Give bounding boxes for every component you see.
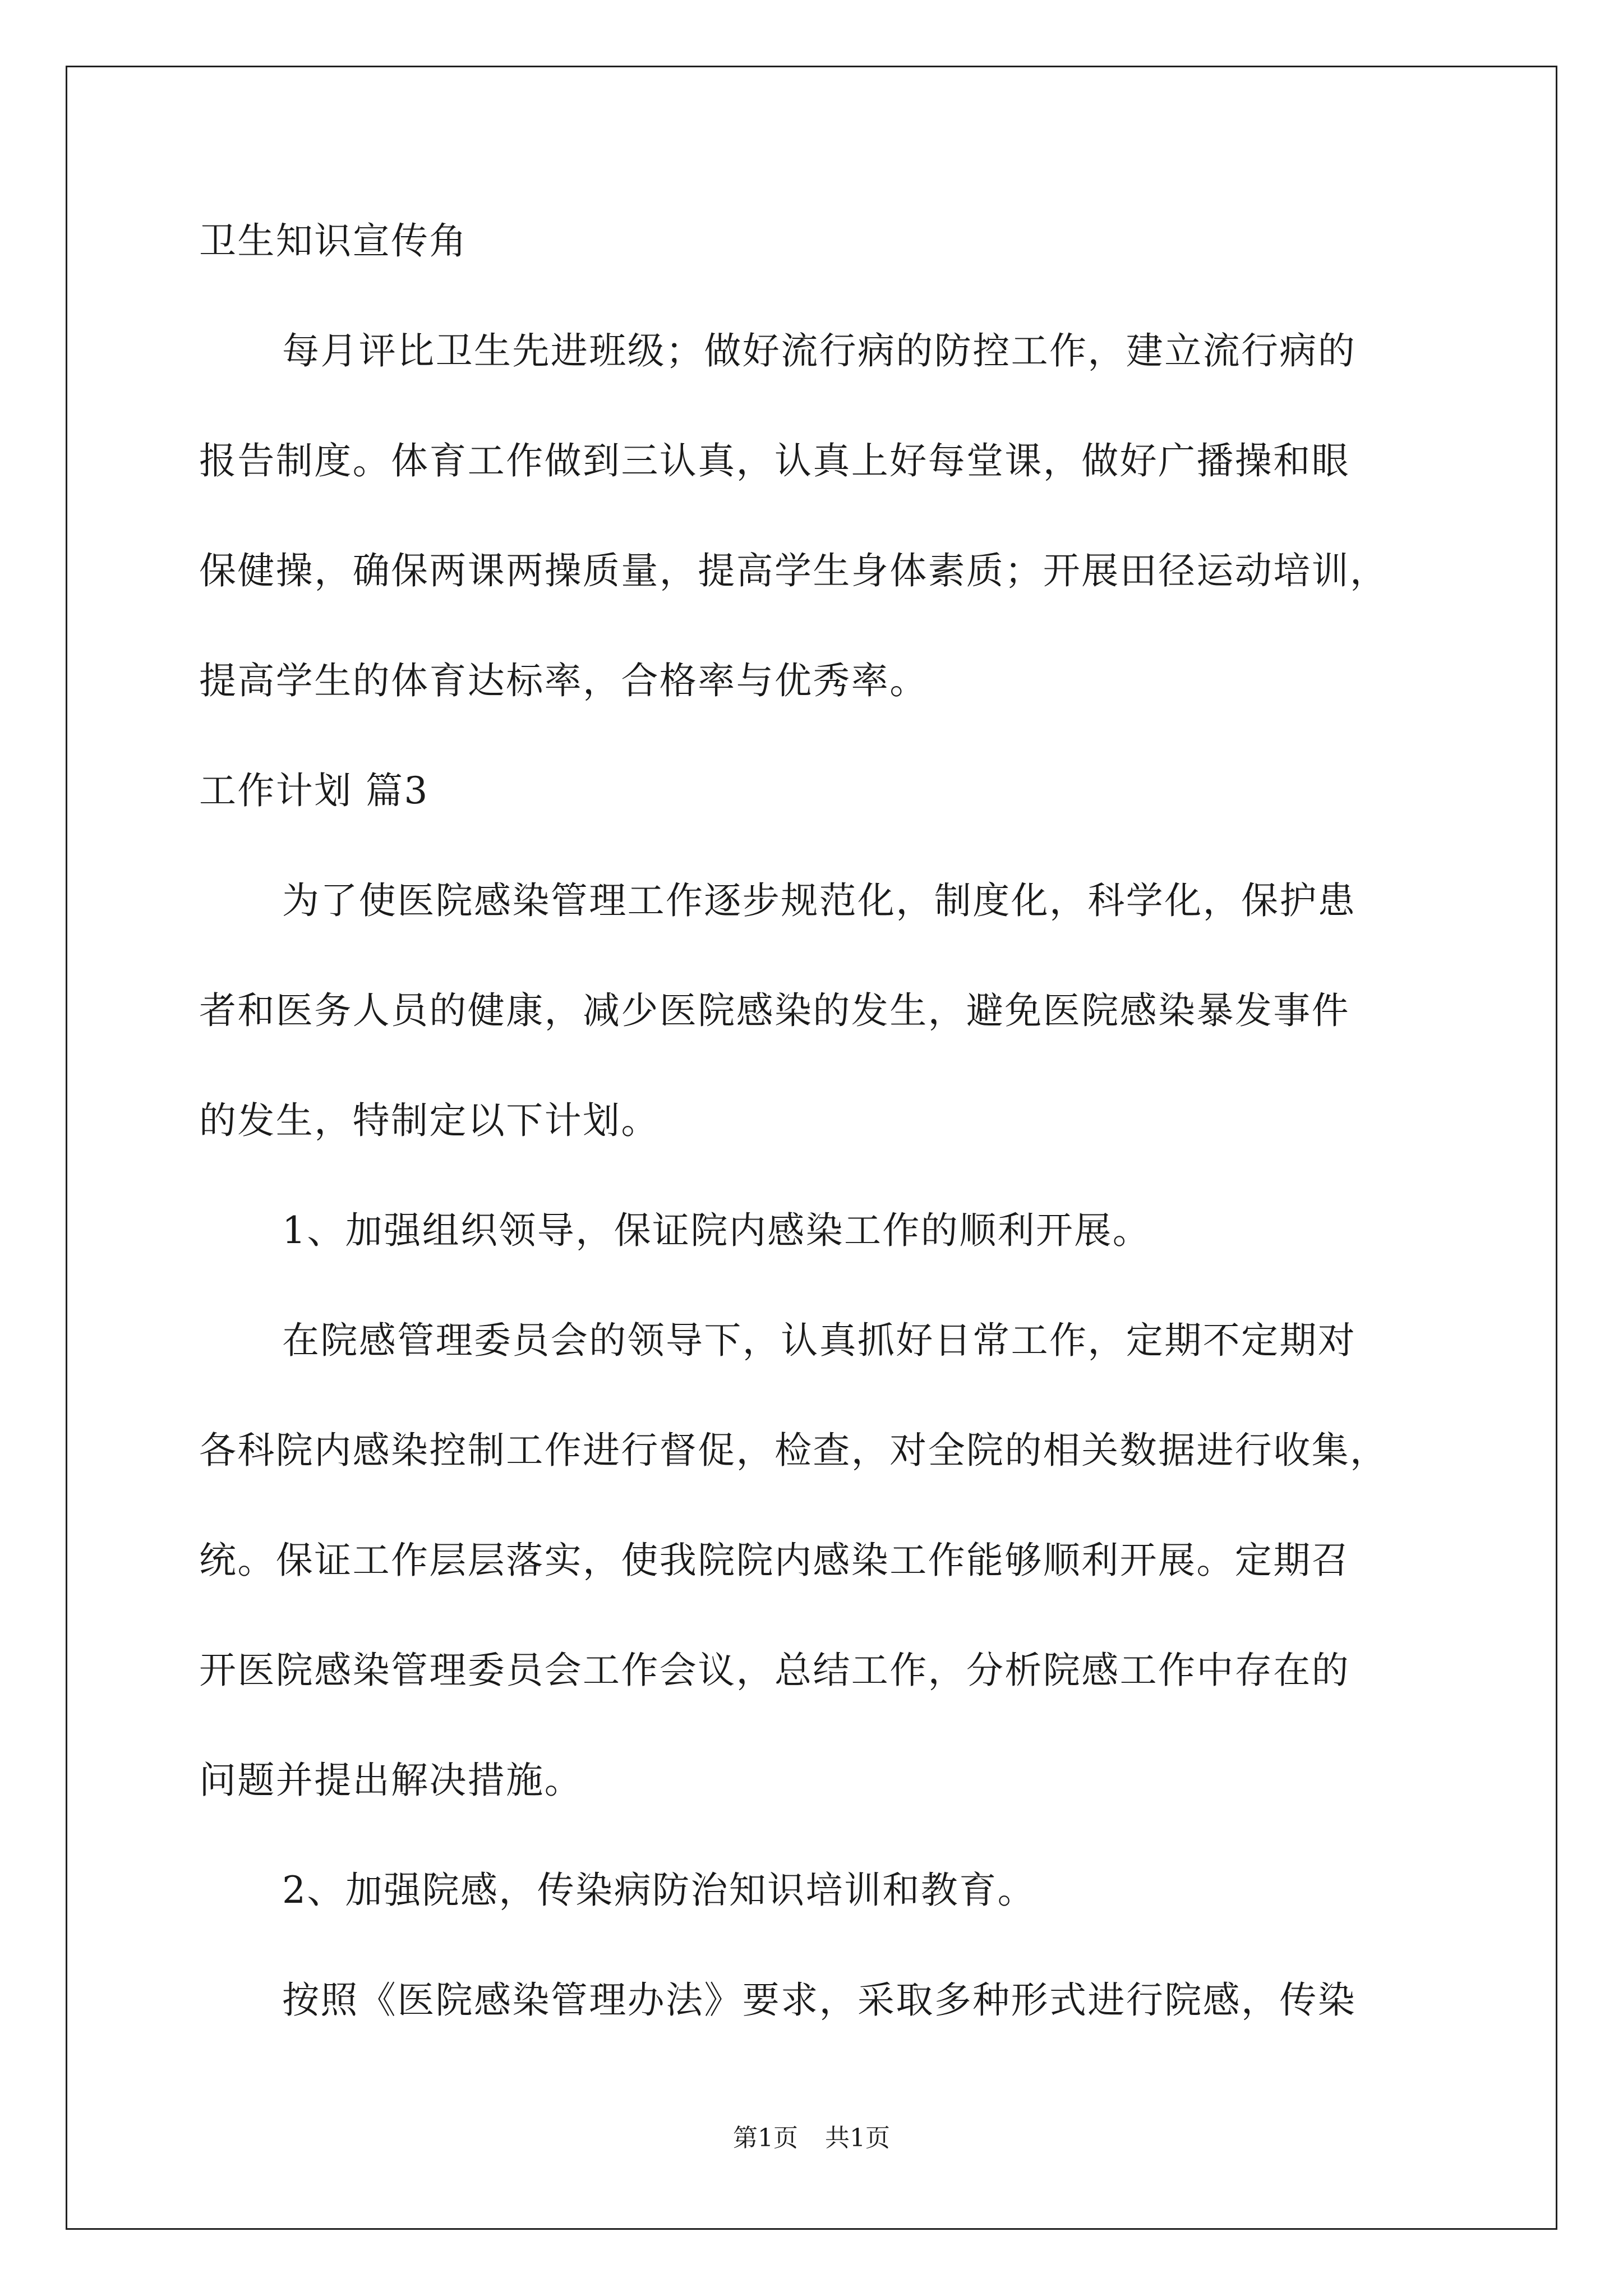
numbered-item: 1、加强组织领导，保证院内感染工作的顺利开展。 [282,1209,1151,1252]
text-line: 按照《医院感染管理办法》要求，采取多种形式进行院感，传染 [282,1978,1357,2022]
text-line: 的发生，特制定以下计划。 [199,1099,660,1142]
text-line: 保健操，确保两课两操质量，提高学生身体素质；开展田径运动培训， [199,549,1389,592]
text-line: 问题并提出解决措施。 [199,1759,583,1802]
text-line: 卫生知识宣传角 [199,219,468,263]
text-line: 统。保证工作层层落实，使我院院内感染工作能够顺利开展。定期召 [199,1539,1350,1582]
text-line: 提高学生的体育达标率，合格率与优秀率。 [199,659,928,702]
numbered-item: 2、加强院感，传染病防治知识培训和教育。 [282,1869,1036,1912]
text-line: 在院感管理委员会的领导下，认真抓好日常工作，定期不定期对 [282,1319,1357,1362]
text-line: 各科院内感染控制工作进行督促，检查，对全院的相关数据进行收集， [199,1429,1389,1472]
page-footer [0,2122,1623,2155]
page-number: 第1页 [733,2124,798,2152]
text-line: 为了使医院感染管理工作逐步规范化，制度化，科学化，保护患 [282,879,1357,922]
text-line: 者和医务人员的健康，减少医院感染的发生，避免医院感染暴发事件 [199,989,1350,1032]
text-line: 开医院感染管理委员会工作会议，总结工作，分析院感工作中存在的 [199,1649,1350,1692]
section-heading: 工作计划 篇3 [199,769,429,812]
text-line: 报告制度。体育工作做到三认真，认真上好每堂课，做好广播操和眼 [199,439,1350,482]
page-total: 共1页 [825,2124,890,2152]
text-line: 每月评比卫生先进班级；做好流行病的防控工作，建立流行病的 [282,329,1357,372]
